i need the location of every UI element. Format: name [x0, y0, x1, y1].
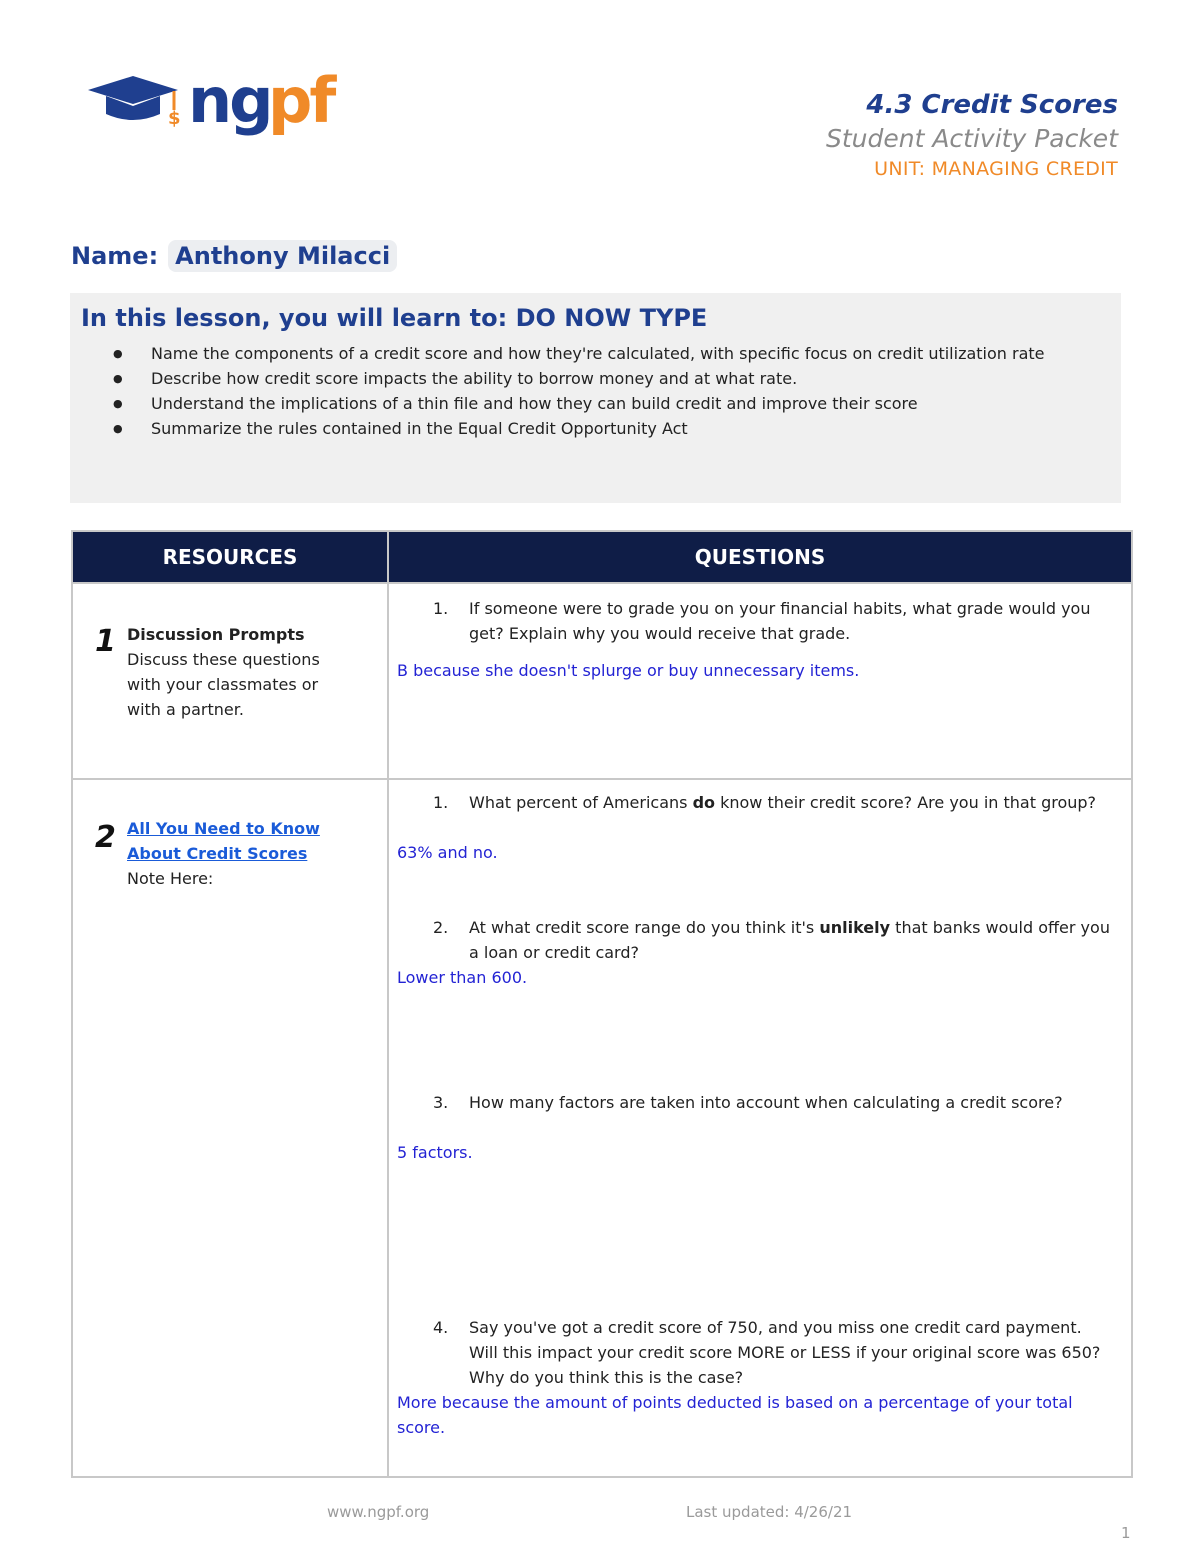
question-item [433, 1090, 1113, 1115]
resources-header: RESOURCES [72, 531, 388, 583]
table-header-row [72, 531, 1132, 583]
question-text: How many factors are taken into account when calculating a credit score? [469, 1093, 1063, 1112]
section-2-questions [388, 779, 1132, 1477]
question-text: What percent of Americans do know their credit score? Are you in that group? [469, 793, 1097, 812]
graduation-cap-icon [88, 66, 368, 138]
resource-link[interactable]: All You Need to Know About Credit Scores [127, 819, 320, 863]
document-title: 4.3 Credit Scores [866, 90, 1118, 120]
student-name-field[interactable]: Anthony Milacci [168, 240, 397, 272]
section-1-row [72, 583, 1132, 779]
section-number: 2 [95, 820, 116, 855]
svg-text:$: $ [168, 108, 181, 129]
resource-title: Discussion Prompts [127, 625, 305, 644]
resources-questions-table [71, 530, 1133, 1478]
question-item [433, 596, 1113, 646]
footer-website[interactable]: www.ngpf.org [327, 1503, 430, 1521]
question-text: At what credit score range do you think it's unlikely that banks would offer you a loan or credit card? [469, 918, 1110, 962]
answer-field[interactable]: More because the amount of points deducted is based on a percentage of your total score. [397, 1393, 1073, 1437]
section-2-row [72, 779, 1132, 1477]
question-number: 1. [433, 793, 449, 812]
objective-item: ● Understand the implications of a thin file and how they can build credit and improve their score [110, 391, 1100, 416]
document-subtitle: Student Activity Packet [825, 124, 1118, 153]
question-number: 4. [433, 1318, 449, 1337]
unit-label: UNIT: MANAGING CREDIT [874, 158, 1118, 180]
question-number: 2. [433, 918, 449, 937]
objective-item: ● Summarize the rules contained in the Equal Credit Opportunity Act [110, 416, 1100, 441]
section-number: 1 [95, 624, 116, 659]
name-label: Name: [71, 242, 159, 270]
question-number: 1. [433, 599, 449, 618]
objectives-list [110, 341, 1100, 441]
svg-text:ng: ng [188, 66, 271, 137]
questions-header: QUESTIONS [388, 531, 1132, 583]
section-2-resource [72, 779, 388, 1477]
resource-text: Discuss these questions with your classmates or with a partner. [127, 650, 320, 719]
question-item [433, 915, 1113, 965]
svg-text:pf: pf [268, 66, 334, 137]
question-text: Say you've got a credit score of 750, and you miss one credit card payment. Will this impact your credit score MORE or LESS if your original score was 650? Why do you think this is the case? [469, 1318, 1101, 1387]
answer-field[interactable]: B because she doesn't splurge or buy unnecessary items. [397, 661, 860, 680]
objective-item: ● Describe how credit score impacts the ability to borrow money and at what rate. [110, 366, 1100, 391]
note-label: Note Here: [127, 869, 214, 888]
question-text: If someone were to grade you on your financial habits, what grade would you get? Explain why you would receive that grade. [469, 599, 1091, 643]
ngpf-logo [88, 66, 368, 136]
question-number: 3. [433, 1093, 449, 1112]
question-item [433, 790, 1113, 815]
answer-field[interactable]: 5 factors. [397, 1143, 473, 1162]
document-header [826, 88, 1118, 182]
answer-field[interactable]: Lower than 600. [397, 968, 528, 987]
page-number: 1 [1121, 1524, 1131, 1542]
lesson-objectives-box [70, 293, 1121, 503]
answer-field[interactable]: 63% and no. [397, 843, 498, 862]
footer-last-updated: Last updated: 4/26/21 [686, 1503, 853, 1521]
section-1-resource [72, 583, 388, 779]
resource-description [127, 816, 357, 891]
resource-description [127, 622, 357, 722]
lesson-objectives-title: In this lesson, you will learn to: DO NOW TYPE [81, 304, 708, 332]
question-item [433, 1315, 1113, 1390]
objective-item: ● Name the components of a credit score and how they're calculated, with specific focus on credit utilization rate [110, 341, 1100, 366]
student-name-row [71, 236, 397, 276]
section-1-questions [388, 583, 1132, 779]
